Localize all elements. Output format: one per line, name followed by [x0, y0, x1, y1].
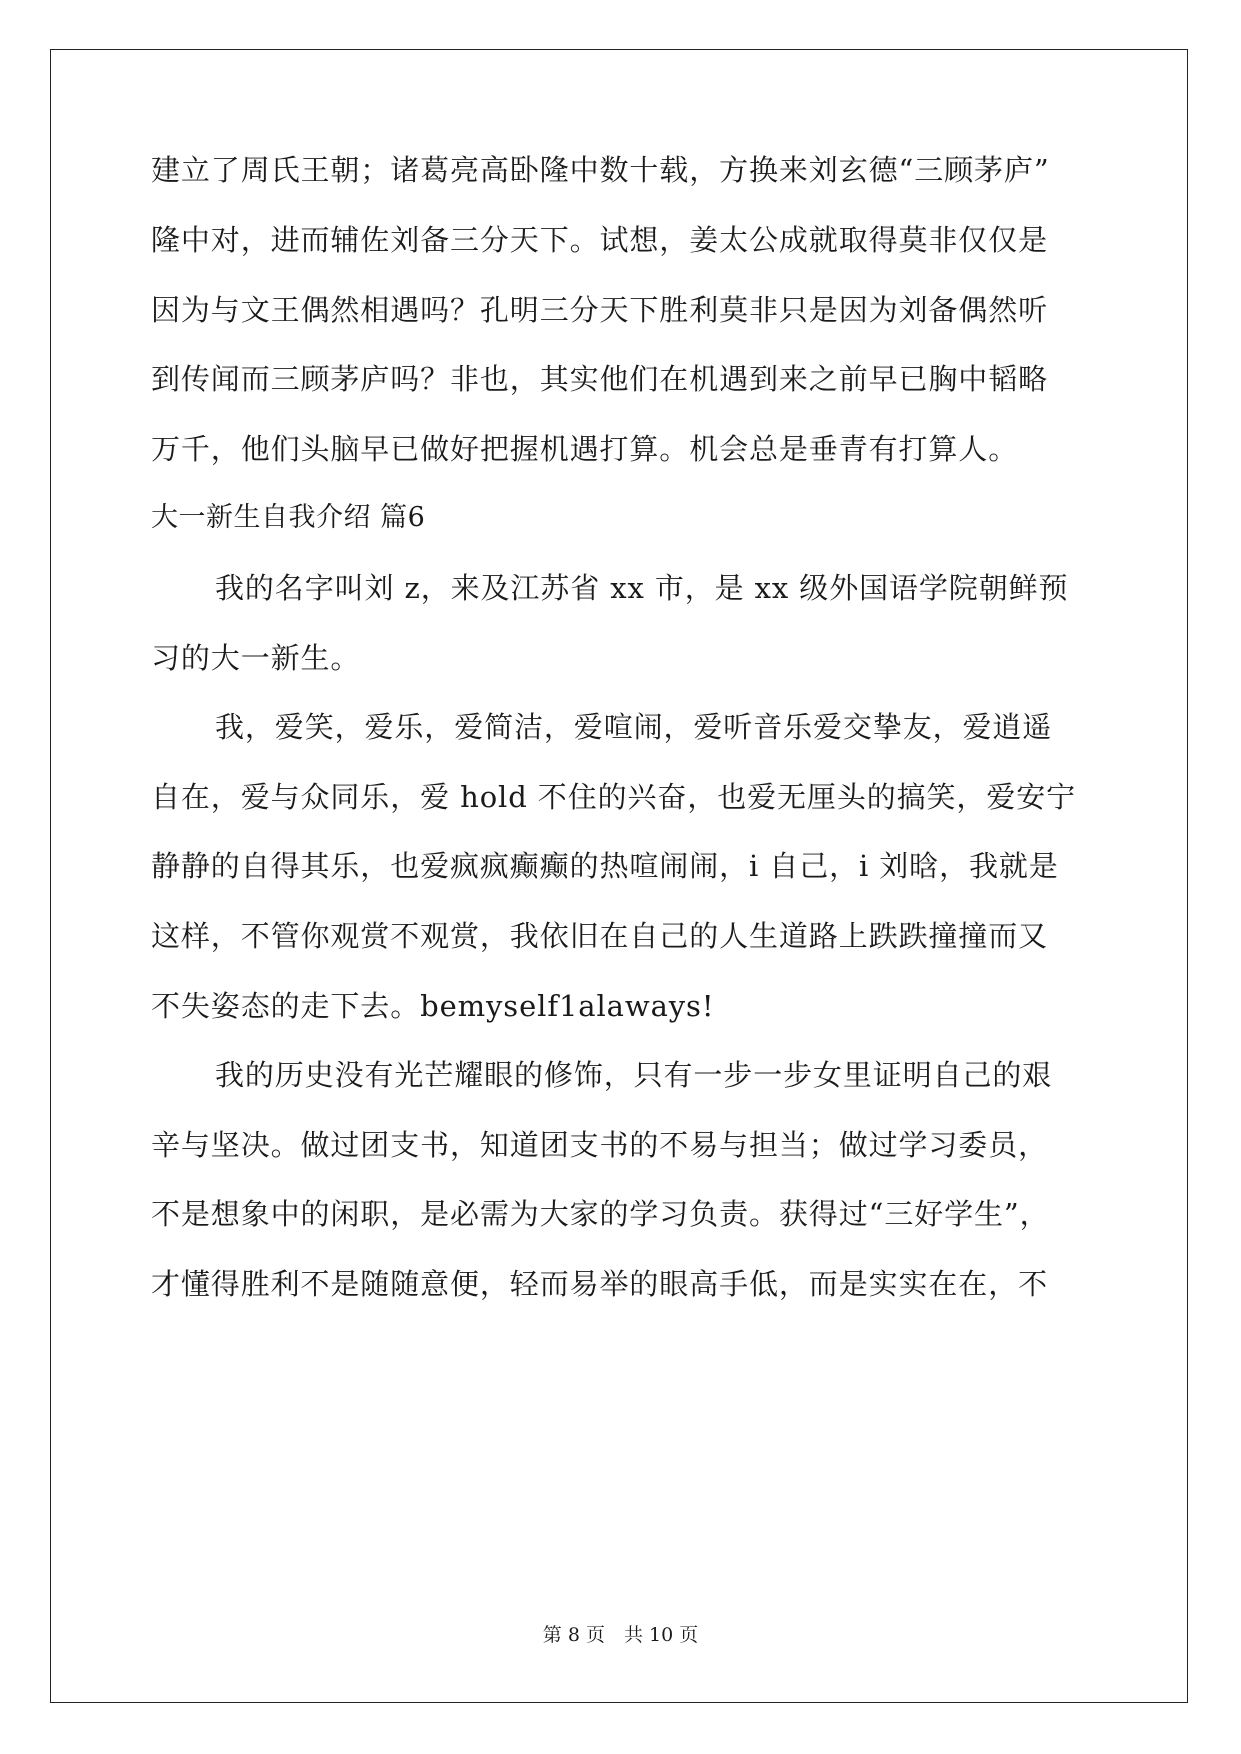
text-line: 因为与文王偶然相遇吗？孔明三分天下胜利莫非只是因为刘备偶然听: [151, 293, 1049, 327]
text-line: 我的名字叫刘 z，来及江苏省 xx 市，是 xx 级外国语学院朝鲜预: [215, 571, 1069, 605]
text-line: 自在，爱与众同乐，爱 hold 不住的兴奋，也爱无厘头的搞笑，爱安宁: [151, 780, 1077, 814]
text-line: 辛与坚决。做过团支书，知道团支书的不易与担当；做过学习委员，: [151, 1128, 1049, 1162]
text-line: 建立了周氏王朝；诸葛亮高卧隆中数十载，方换来刘玄德“三顾茅庐”: [151, 153, 1050, 187]
page-number-footer: 第 8 页 共 10 页: [542, 1624, 699, 1646]
text-line: 习的大一新生。: [151, 641, 361, 675]
text-line: 静静的自得其乐，也爱疯疯癫癫的热喧闹闹，i 自己，i 刘晗，我就是: [151, 849, 1059, 883]
text-line: 我，爱笑，爱乐，爱简洁，爱喧闹，爱听音乐爱交挚友，爱逍遥: [215, 710, 1053, 744]
text-line: 不失姿态的走下去。bemyself1alaways!: [151, 989, 715, 1023]
text-line: 隆中对，进而辅佐刘备三分天下。试想，姜太公成就取得莫非仅仅是: [151, 223, 1049, 257]
text-line: 到传闻而三顾茅庐吗？非也，其实他们在机遇到来之前早已胸中韬略: [151, 362, 1049, 396]
section-heading: 大一新生自我介绍 篇6: [151, 502, 426, 533]
text-line: 不是想象中的闲职，是必需为大家的学习负责。获得过“三好学生”，: [151, 1197, 1050, 1231]
text-line: 这样，不管你观赏不观赏，我依旧在自己的人生道路上跌跌撞撞而又: [151, 919, 1049, 953]
text-line: 才懂得胜利不是随随意便，轻而易举的眼高手低，而是实实在在，不: [151, 1267, 1049, 1301]
text-line: 我的历史没有光芒耀眼的修饰，只有一步一步女里证明自己的艰: [215, 1058, 1053, 1092]
text-line: 万千，他们头脑早已做好把握机遇打算。机会总是垂青有打算人。: [151, 432, 1019, 466]
